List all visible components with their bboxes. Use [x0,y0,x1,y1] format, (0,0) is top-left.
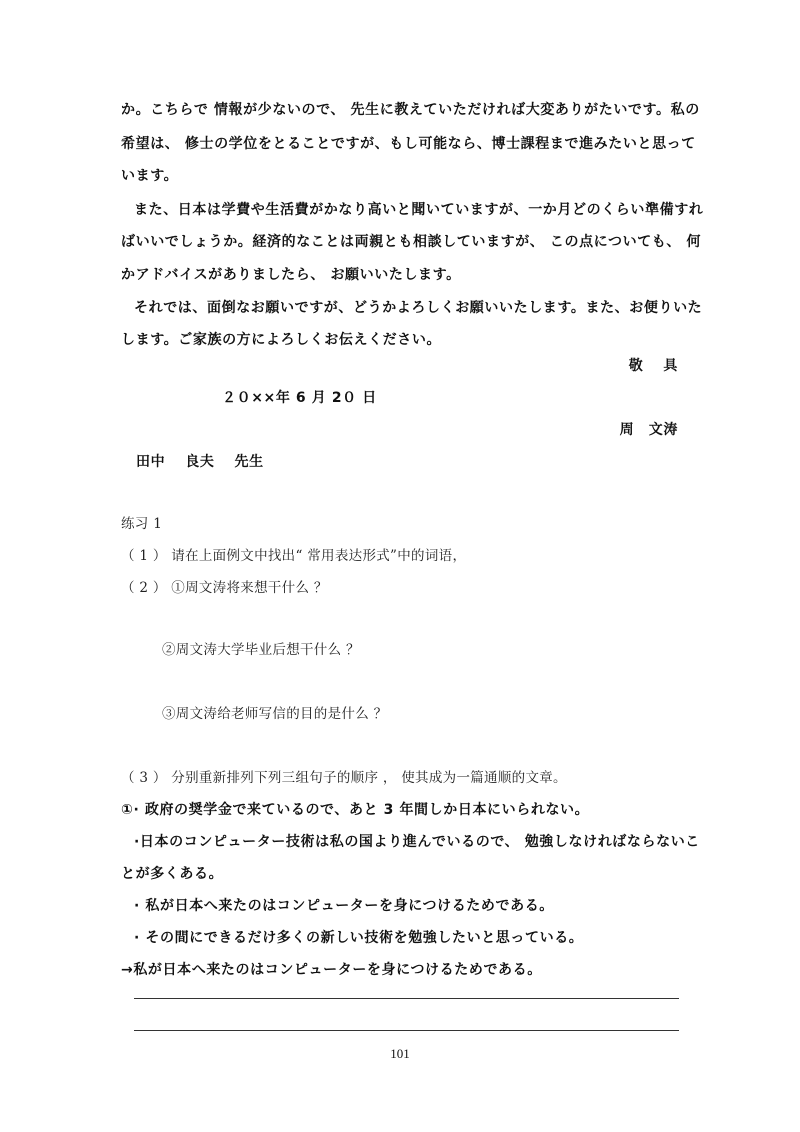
sentence-item-4: · その間にできるだけ多くの新しい技術を勉強したいと思っている。 [134,930,584,946]
page-number: 101 [390,1046,410,1061]
letter-paragraph-1-line-3: います。 [121,168,179,184]
sentence-item-1: ①· 政府の奨学金で来ているので、あと 3 年間しか日本にいられない。 [121,802,590,818]
letter-paragraph-3-line-1: それでは、面倒なお願いですが、どうかよろしくお願いいたします。また、お便りいた [134,300,703,316]
sentence-item-2-cont: とが多くある。 [121,866,224,882]
exercise-question-2: （ 2 ） ①周文涛将来想干什么 ？ [121,580,328,596]
exercise-question-1: （ 1 ） 请在上面例文中找出“ 常用表达形式”中的词语， [121,548,467,564]
letter-paragraph-1-line-2: 希望は、 修士の学位をとることですが、もし可能なら、博士課程まで進みたいと思って [121,136,696,152]
letter-date: ２０××年 6 月 2０ 日 [222,390,377,406]
exercise-question-2-sub-3: ③周文涛给老师写信的目的是什么 ？ [162,706,388,722]
sentence-item-2: ·日本のコンピューター技術は私の国より進んでいるので、 勉強しなければならないこ [134,834,700,850]
exercise-question-2-sub-2: ②周文涛大学毕业后想干什么 ？ [162,642,360,658]
letter-paragraph-1-line-1: か。こちらで 情報が少ないので、 先生に教えていただければ大変ありがたいです。私の [121,102,700,118]
letter-paragraph-2-line-3: かアドバイスがありましたら、 お願いいたします。 [121,267,461,283]
answer-blank-line-1 [134,998,679,999]
answer-blank-line-2 [134,1030,679,1031]
recipient-name: 田中 良夫 先生 [136,454,264,470]
exercise-question-3: （ 3 ） 分别重新排列下列三组句子的顺序 ， 使其成为一篇通顺的文章。 [121,770,567,786]
letter-paragraph-2-line-2: ばいいでしょうか。経済的なことは両親とも相談していますが、 この点についても、 何 [121,234,702,250]
sender-name: 周 文涛 [619,422,678,438]
answer-line: →私が日本へ来たのはコンピューターを身につけるためである。 [121,962,542,978]
letter-paragraph-3-line-2: します。ご家族の方によろしくお伝えください。 [121,332,442,348]
letter-paragraph-2-line-1: また、日本は学費や生活費がかなり高いと聞いていますが、一か月どのくらい準備すれ [134,202,704,218]
sentence-item-3: · 私が日本へ来たのはコンピューターを身につけるためである。 [134,898,554,914]
exercise-title: 练习 1 [121,516,163,532]
closing-keigu: 敬 具 [628,358,678,374]
